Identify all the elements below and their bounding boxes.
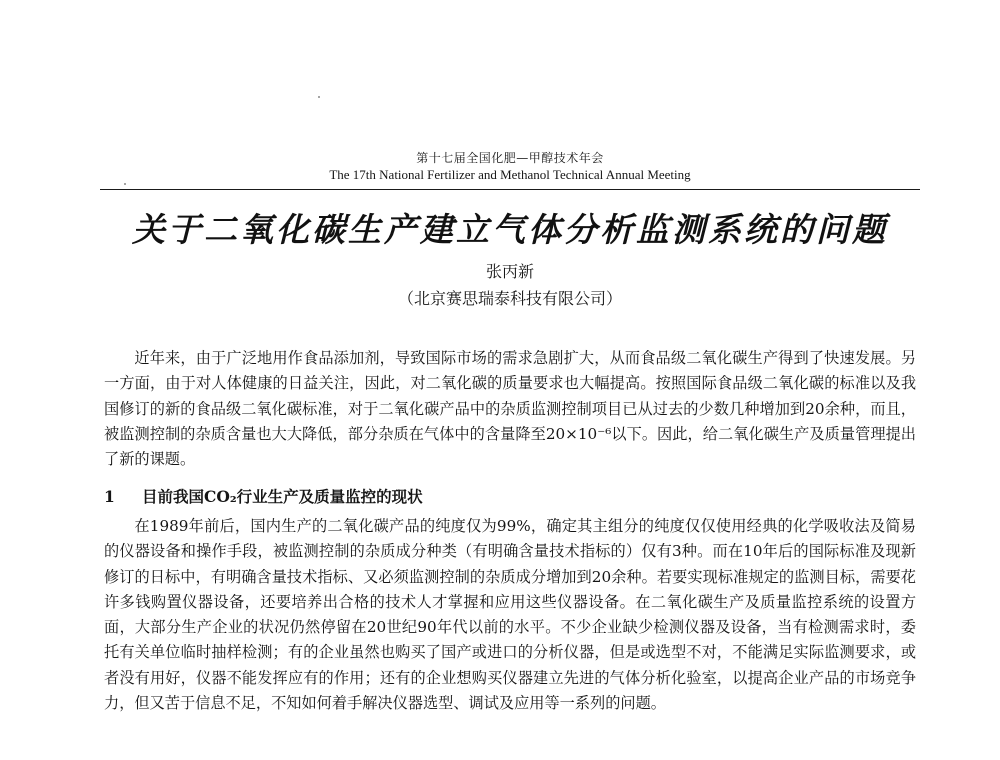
section-heading: [104, 485, 423, 509]
conference-name-en: The 17th National Fertilizer and Methanol Technical Annual Meeting: [329, 167, 691, 182]
conference-header: [100, 150, 920, 183]
author-name: 张丙新: [485, 262, 534, 281]
scan-speck: [124, 183, 126, 185]
paper-title: 关于二氧化碳生产建立气体分析监测系统的问题: [132, 210, 888, 249]
intro-paragraph: 近年来，由于广泛地用作食品添加剂，导致国际市场的需求急剧扩大，从而食品级二氧化碳生产得到了快速发展。另一方面，由于对人体健康的日益关注，因此，对二氧化碳的质量要求也大幅提高。按照国际食品级二氧化碳的标准以及我国修订的新的食品级二氧化碳标准，对于二氧化碳产品中的杂质监测控制项目已从过去的少数几种增加到20余种，而且，被监测控制的杂质含量也大大降低，部分杂质在气体中的含量降至20×10⁻⁶以下。因此，给二氧化碳生产及质量管理提出了新的课题。: [104, 349, 916, 469]
author-affiliation: （北京赛思瑞泰科技有限公司）: [397, 289, 622, 308]
conference-name-zh: 第十七届全国化肥—甲醇技术年会: [416, 151, 604, 165]
section-title: 目前我国CO₂行业生产及质量监控的现状: [142, 487, 423, 506]
header-rule: [100, 189, 920, 190]
section-paragraph: 在1989年前后，国内生产的二氧化碳产品的纯度仅为99%，确定其主组分的纯度仅仅使用经典的化学吸收法及简易的仪器设备和操作手段，被监测控制的杂质成分种类（有明确含量技术指标的）仅有3种。而在10年后的国际标准及现新修订的日标中，有明确含量技术指标、又必须监测控制的杂质成分增加到20余种。若要实现标准规定的监测目标，需要花许多钱购置仪器设备，还要培养出合格的技术人才掌握和应用这些仪器设备。在二氧化碳生产及质量监控系统的设置方面，大部分生产企业的状况仍然停留在20世纪90年代以前的水平。不少企业缺少检测仪器及设备，当有检测需求时，委托有关单位临时抽样检测；有的企业虽然也购买了国产或进口的分析仪器，但是或选型不对，不能满足实际监测要求，或者没有用好，仪器不能发挥应有的作用；还有的企业想购买仪器建立先进的气体分析化验室，以提高企业产品的市场竞争力，但又苦于信息不足，不知如何着手解决仪器选型、调试及应用等一系列的问题。: [104, 517, 916, 713]
section-number: 1: [104, 487, 115, 506]
scan-speck: [318, 96, 320, 98]
